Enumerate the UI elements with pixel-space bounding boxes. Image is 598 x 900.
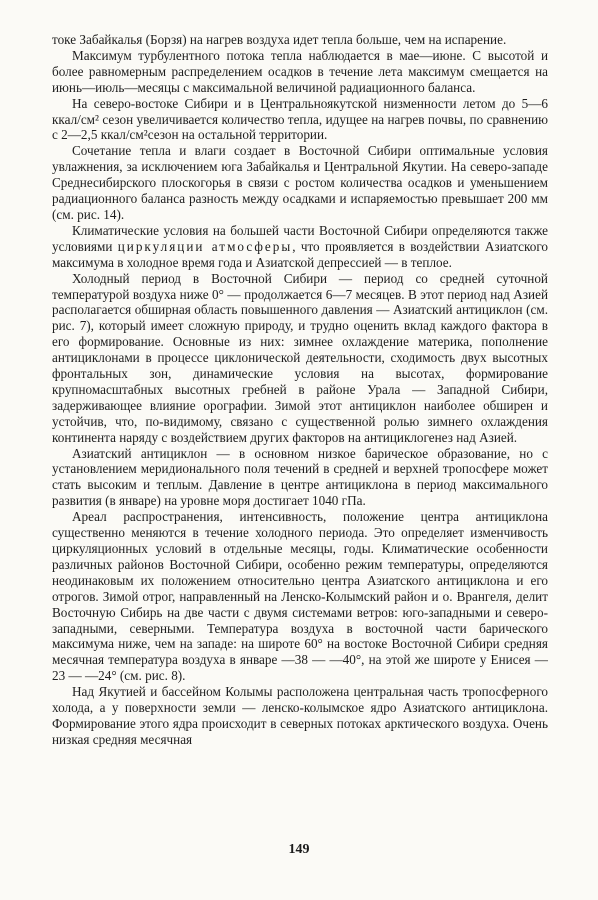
paragraph-asian-anticyclone: Азиатский антициклон — в основном низкое барическое образование, но с установлением меридионального поля течений в средней и верхней тропосфере может стать высоким и теплым. Давление в центре антициклона в период максимального развития (в январе) на уровне моря достигает 1040 гПа. xyxy=(52,445,548,509)
paragraph-moisture: Сочетание тепла и влаги создает в Восточной Сибири оптимальные условия увлажнения, за исключением юга Забайкалья и Центральной Якутии. На северо-западе Среднесибирского плоскогорья в связи с ростом количества осадков и уменьшением радиационного баланса разность между осадками и испаряемостью превышает 200 мм (см. рис. 14). xyxy=(52,143,548,222)
paragraph-turbulent-flux: Максимум турбулентного потока тепла наблюдается в мае—июне. С высотой и более равномерным распределением осадков в течение лета максимум смещается на июнь—июль—месяцы с максимальной величиной радиационного баланса. xyxy=(52,47,548,95)
paragraph-yakutia: Над Якутией и бассейном Колымы расположена центральная часть тропосферного холода, а у поверхности земли — ленско-колымское ядро Азиатского антициклона. Формирование этого ядра происходит в северных потоках арктического воздуха. Очень низкая средняя месячная xyxy=(52,684,548,747)
paragraph-soil-heating: На северо-востоке Сибири и в Центральноякутской низменности летом до 5—6 ккал/см² сезон увеличивается количество тепла, идущее на нагрев почвы, по сравнению с 2—2,5 ккал/см²сезон на остальной территории. xyxy=(52,95,548,143)
circulation-emphasis: циркуляции атмосферы xyxy=(117,238,293,254)
circulation-text-after: , что проявляется в воздействии Азиатского максимума в холодное время года и Азиатской депрессией — в теплое. xyxy=(52,238,548,270)
circulation-text-before: Климатические условия на большей части Восточной Сибири определяются также условиями xyxy=(52,222,548,254)
paragraph-continued: токе Забайкалья (Борзя) на нагрев воздуха идет тепла больше, чем на испарение. xyxy=(52,32,507,47)
paragraph-anticyclone-area: Ареал распространения, интенсивность, положение центра антициклона существенно меняются в течение холодного периода. Это определяет изменчивость циркуляционных условий в отдельные месяцы, годы. Климатические особенности различных районов Восточной Сибири, особенно режим температуры, определяются неодинаковым их положением относительно центра Азиатского антициклона и его отрогов. Зимой отрог, направленный на Ленско-Колымский район и о. Врангеля, делит Восточную Сибирь на две части с двумя системами ветров: юго-западными и северо-западными, северными. Температура воздуха в восточной части барического максимума ниже, чем на западе: на широте 60° на востоке Восточной Сибири средняя месячная температура воздуха в январе —38 — —40°, на этой же широте у Енисея —23 — —24° (см. рис. 8). xyxy=(52,509,548,684)
paragraph-cold-period: Холодный период в Восточной Сибири — период со средней суточной температурой воздуха ниже 0° — продолжается 6—7 месяцев. В этот период над Азией располагается обширная область повышенного давления — Азиатский антициклон (см. рис. 7), который имеет сложную природу, и трудно оценить вклад каждого фактора в его формирование. Основные из них: зимнее охлаждение материка, пополнение антициклонами в процессе циклонической деятельности, сходимость двух высотных фронтальных зон, динамические условия на высотах, формирование крупномасштабных высотных гребней в районе Урала — Западной Сибири, задерживающее влияние орографии. Зимой этот антициклон наиболее обширен и устойчив, что, по-видимому, связано с существенной ролью зимнего охлаждения континента наряду с воздействием других факторов на антициклогенез над Азией. xyxy=(52,270,548,445)
paragraph-circulation xyxy=(52,223,548,271)
body-text xyxy=(52,32,548,748)
page-number: 149 xyxy=(288,842,310,857)
